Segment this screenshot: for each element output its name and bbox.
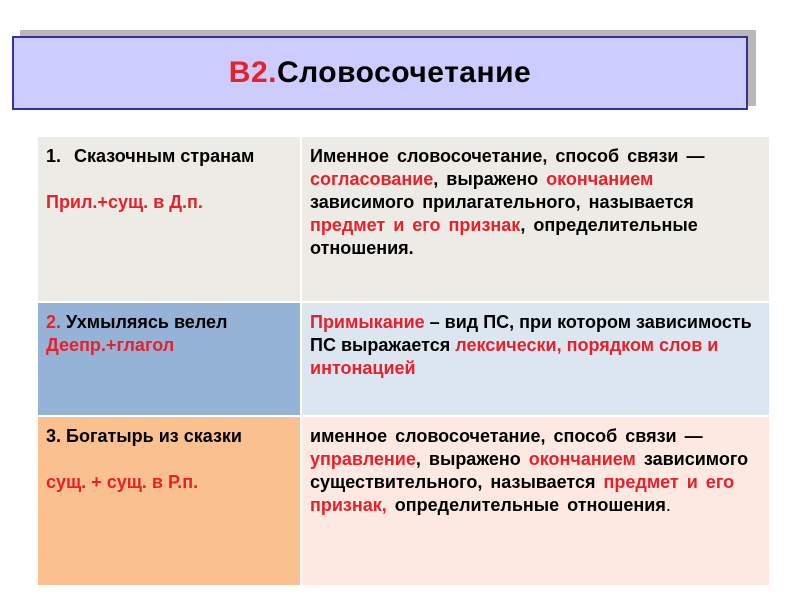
- explanation-highlight: управление: [310, 449, 416, 469]
- row-number: 1.: [46, 146, 62, 166]
- explanation-cell: [302, 417, 769, 585]
- explanation-text: .: [665, 495, 671, 515]
- example-phrase: Сказочным странам: [74, 146, 255, 166]
- slide-title: [12, 36, 748, 110]
- explanation-text: зависимого существительного, называется: [310, 449, 749, 492]
- explanation-cell: [302, 137, 769, 301]
- explanation-highlight: предмет и его признак: [310, 215, 521, 235]
- title-prefix: В2.: [228, 56, 277, 89]
- explanation-highlight: окончанием: [546, 169, 654, 189]
- explanation-text: – вид ПС, при котором зависимость ПС выражается: [310, 312, 752, 355]
- example-cell: [38, 303, 302, 415]
- explanation-text: , выражено: [433, 169, 547, 189]
- table-row: [38, 137, 769, 303]
- numbered-phrase: [46, 311, 292, 334]
- explanation-text: определительные отношения: [386, 495, 666, 515]
- explanation-highlight: Примыкание: [310, 312, 425, 332]
- example-formula: Деепр.+глагол: [46, 335, 175, 355]
- explanation-text: именное словосочетание, способ связи —: [310, 426, 703, 446]
- example-formula: сущ. + сущ. в Р.п.: [46, 472, 199, 492]
- example-formula: Прил.+сущ. в Д.п.: [46, 192, 203, 212]
- table-row: [38, 417, 769, 587]
- example-phrase: 3. Богатырь из сказки: [46, 426, 242, 446]
- explanation-text: Именное словосочетание, способ связи —: [310, 146, 705, 166]
- explanation-text: зависимого прилагательного, называется: [310, 192, 694, 212]
- explanation-cell: [302, 303, 769, 415]
- explanation-highlight: окончанием: [528, 449, 636, 469]
- explanation-highlight: предмет и его признак,: [310, 472, 735, 515]
- row-number: 2.: [46, 312, 62, 332]
- explanation-highlight: лексически, порядком слов и интонацией: [310, 335, 719, 378]
- example-cell: [38, 417, 302, 585]
- explanation-highlight: согласование: [310, 169, 434, 189]
- explanation-text: , выражено: [415, 449, 529, 469]
- explanation-text: , определительные отношения.: [310, 215, 698, 258]
- example-cell: [38, 137, 302, 301]
- comparison-table: [38, 137, 769, 587]
- numbered-phrase: [46, 145, 292, 168]
- table-row: [38, 303, 769, 417]
- example-phrase: Ухмыляясь велел: [61, 312, 228, 332]
- title-text: Словосочетание: [276, 56, 532, 89]
